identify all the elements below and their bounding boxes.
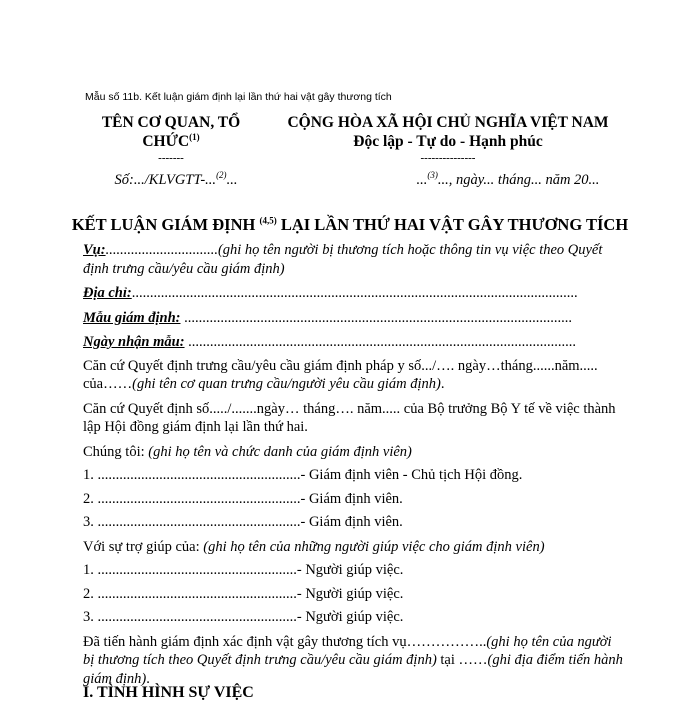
received-label: Ngày nhận mẫu: <box>83 334 185 350</box>
conducted-paragraph: Đã tiến hành giám định xác định vật gây thương tích vụ……………..(ghi họ tên của người bị thương tích theo Quyết định trưng cầu/yêu cầu giám định) tại ……(ghi địa điểm tiến hành giám định). <box>83 633 623 687</box>
agency-header <box>96 113 246 164</box>
assistants-intro: Với sự trợ giúp của: (ghi họ tên của những người giúp việc cho giám định viên) <box>83 538 545 555</box>
document-title: KẾT LUẬN GIÁM ĐỊNH $^{(4,5)}$ LẠI LẦN THỨ HAI VẬT GÂY THƯƠNG TÍCH <box>71 215 629 234</box>
agency-divider: ------- <box>158 152 184 164</box>
assistant-row: 3. .......................................................- Người giúp việc. <box>83 609 404 625</box>
nation-header <box>282 113 614 164</box>
experts-intro: Chúng tôi: (ghi họ tên và chức danh của giám định viên) <box>83 443 412 460</box>
expert-row: 3. ........................................................- Giám định viên. <box>83 514 403 530</box>
agency-name-line1: TÊN CƠ QUAN, TỔ <box>101 114 241 131</box>
basis-paragraph-1: Căn cứ Quyết định trưng cầu/yêu cầu giám định pháp y số.../…. ngày…tháng......năm..... của……(ghi tên cơ quan trưng cầu/người yêu cầu giám định). <box>83 357 598 392</box>
agency-name-line2: CHỨC$^{(1)}$ <box>142 131 200 150</box>
note-ref: (4,5) <box>259 215 277 226</box>
assistant-row: 1. .......................................................- Người giúp việc. <box>83 562 404 578</box>
basis-paragraph-2: Căn cứ Quyết định số...../.......ngày… tháng…. năm..... của Bộ trưởng Bộ Y tế về việc thành lập Hội đồng giám định lại lần thứ hai. <box>83 400 616 435</box>
expert-row: 1. ........................................................- Giám định viên - Chủ tịch Hội đồng. <box>83 467 523 483</box>
assistant-row: 2. .......................................................- Người giúp việc. <box>83 585 404 602</box>
nation-name: CỘNG HÒA XÃ HỘI CHỦ NGHĨA VIỆT NAM <box>287 114 609 131</box>
note-ref: (3) <box>427 170 438 181</box>
note-ref: (2) <box>216 170 227 181</box>
document-date: ...$^{(3)}$..., ngày... tháng... năm 20... <box>416 170 600 188</box>
case-field: Vụ:...............................(ghi họ tên người bị thương tích hoặc thông tin vụ việc theo Quyết định trưng cầu/yêu cầu giám định) <box>83 242 603 277</box>
basis-hint: (ghi tên cơ quan trưng cầu/người yêu cầu giám định) <box>132 376 441 392</box>
form-code: Mẫu số 11b. Kết luận giám định lại lần thứ hai vật gây thương tích <box>85 91 392 103</box>
address-field: Địa chỉ:........................................................................................................................... <box>83 285 578 301</box>
case-label: Vụ: <box>83 242 106 258</box>
case-hint: (ghi họ tên người bị thương tích hoặc thông tin vụ việc theo Quyết định trưng cầu/yêu cầu giám định) <box>83 242 603 277</box>
received-field: Ngày nhận mẫu: ........................................................................................................... <box>83 334 577 350</box>
address-label: Địa chỉ: <box>83 285 132 301</box>
document-number: Số:.../KLVGTT-...$^{(2)}$... <box>114 170 238 188</box>
sample-field: Mẫu giám định: ........................................................................................................... <box>83 309 572 326</box>
expert-row: 2. ........................................................- Giám định viên. <box>83 490 403 507</box>
document-body <box>83 241 623 688</box>
sample-label: Mẫu giám định: <box>83 309 181 326</box>
nation-divider: --------------- <box>420 152 476 164</box>
note-ref: (1) <box>189 131 200 142</box>
nation-motto: Độc lập - Tự do - Hạnh phúc <box>353 133 543 150</box>
section-heading: I. TÌNH HÌNH SỰ VIỆC <box>83 684 254 701</box>
